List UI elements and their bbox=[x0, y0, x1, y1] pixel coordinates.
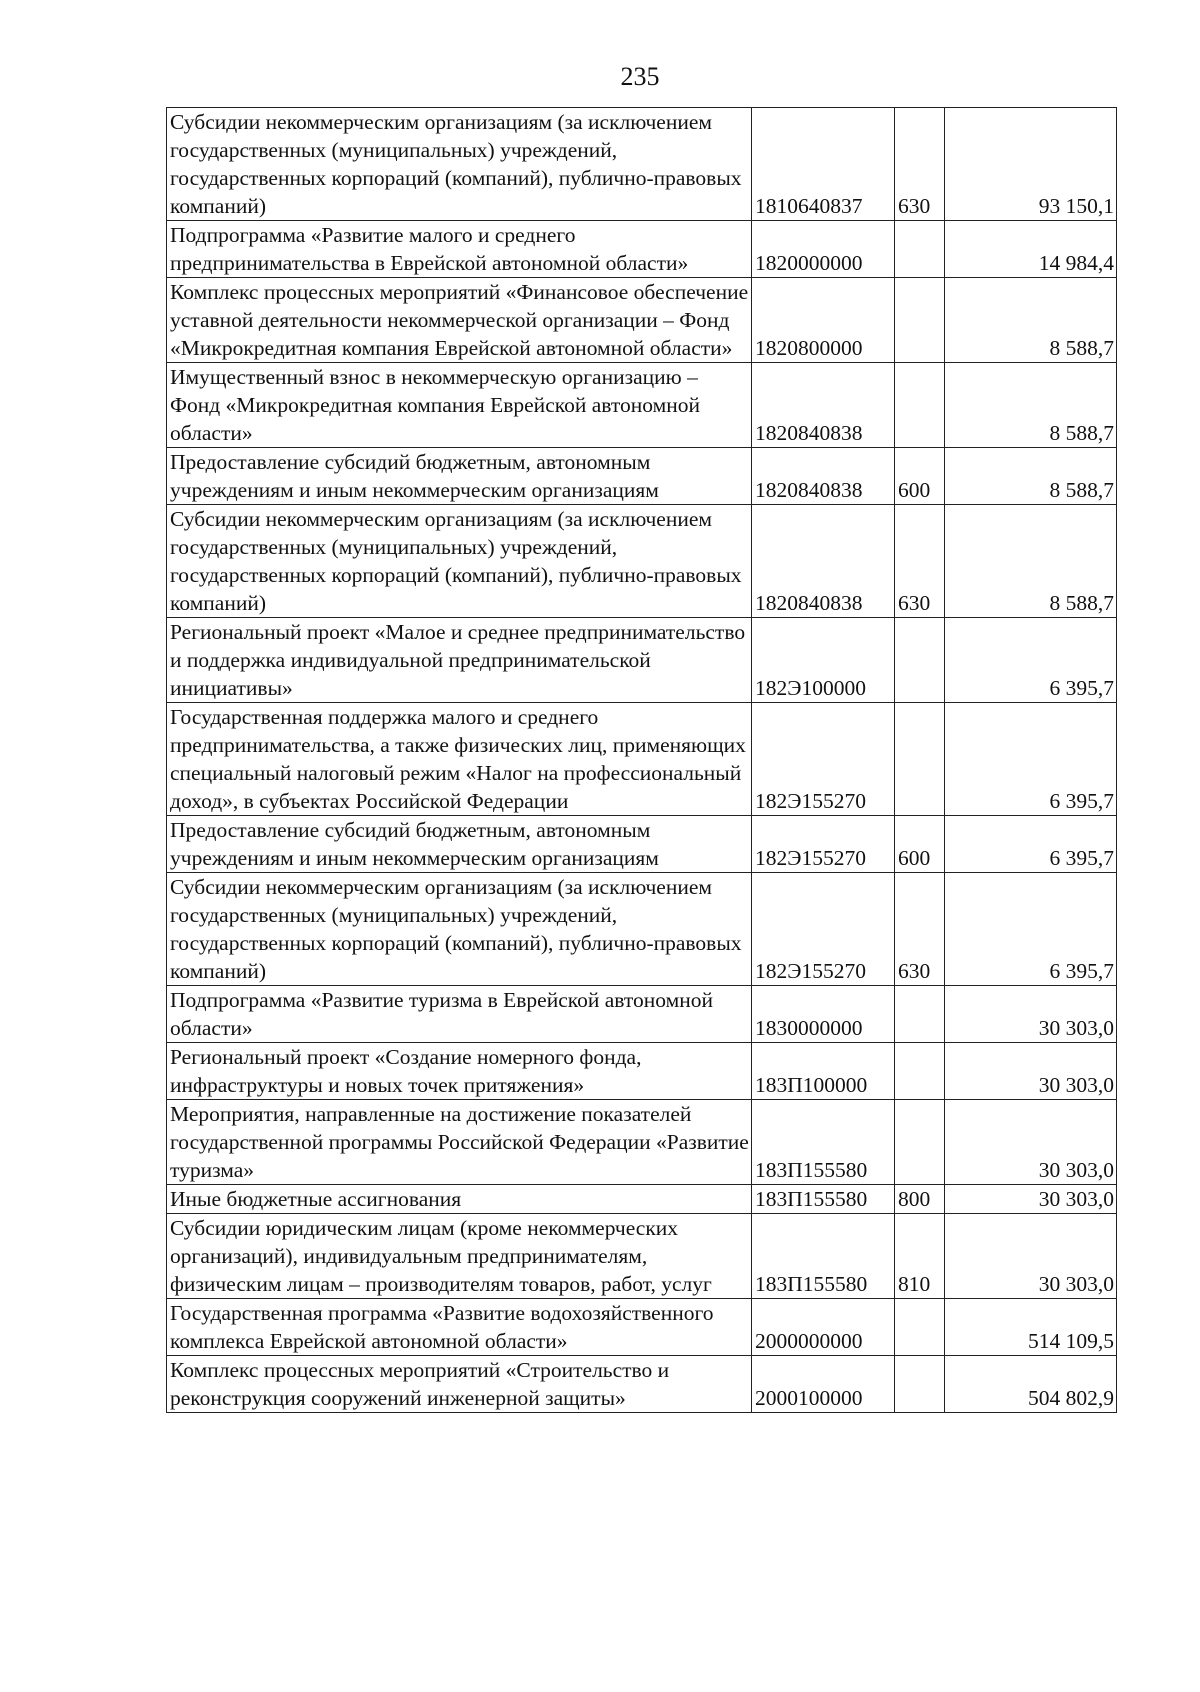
row-code: 183П155580 bbox=[752, 1185, 895, 1214]
table-row bbox=[167, 108, 1117, 221]
row-name: Субсидии юридическим лицам (кроме некоммерческих организаций), индивидуальным предпринимателям, физическим лицам – производителям товаров, работ, услуг bbox=[167, 1214, 752, 1299]
row-code: 183П100000 bbox=[752, 1043, 895, 1100]
row-code: 2000100000 bbox=[752, 1356, 895, 1413]
table-row bbox=[167, 1100, 1117, 1185]
table-row bbox=[167, 618, 1117, 703]
table-row bbox=[167, 1356, 1117, 1413]
row-type: 600 bbox=[895, 816, 945, 873]
row-sum: 93 150,1 bbox=[945, 108, 1117, 221]
row-type: 800 bbox=[895, 1185, 945, 1214]
row-type bbox=[895, 618, 945, 703]
row-code: 182Э155270 bbox=[752, 703, 895, 816]
row-name: Государственная программа «Развитие водохозяйственного комплекса Еврейской автономной области» bbox=[167, 1299, 752, 1356]
row-type bbox=[895, 1100, 945, 1185]
table-row bbox=[167, 873, 1117, 986]
row-code: 1810640837 bbox=[752, 108, 895, 221]
budget-table bbox=[166, 107, 1117, 1413]
row-sum: 504 802,9 bbox=[945, 1356, 1117, 1413]
row-sum: 8 588,7 bbox=[945, 448, 1117, 505]
row-sum: 8 588,7 bbox=[945, 363, 1117, 448]
row-sum: 14 984,4 bbox=[945, 221, 1117, 278]
table-row bbox=[167, 1299, 1117, 1356]
row-type: 630 bbox=[895, 873, 945, 986]
row-name: Имущественный взнос в некоммерческую организацию – Фонд «Микрокредитная компания Еврейской автономной области» bbox=[167, 363, 752, 448]
row-type bbox=[895, 703, 945, 816]
table-row bbox=[167, 221, 1117, 278]
table-row bbox=[167, 448, 1117, 505]
row-name: Субсидии некоммерческим организациям (за исключением государственных (муниципальных) учреждений, государственных корпораций (компаний), публично-правовых компаний) bbox=[167, 505, 752, 618]
row-sum: 8 588,7 bbox=[945, 278, 1117, 363]
row-type bbox=[895, 363, 945, 448]
row-sum: 6 395,7 bbox=[945, 703, 1117, 816]
row-code: 1820840838 bbox=[752, 363, 895, 448]
budget-table-body bbox=[167, 108, 1117, 1413]
table-row bbox=[167, 363, 1117, 448]
row-type bbox=[895, 986, 945, 1043]
row-type: 600 bbox=[895, 448, 945, 505]
row-name: Предоставление субсидий бюджетным, автономным учреждениям и иным некоммерческим организациям bbox=[167, 448, 752, 505]
row-sum: 30 303,0 bbox=[945, 1100, 1117, 1185]
page-number: 235 bbox=[620, 62, 660, 91]
row-sum: 30 303,0 bbox=[945, 1185, 1117, 1214]
row-name: Подпрограмма «Развитие малого и среднего предпринимательства в Еврейской автономной области» bbox=[167, 221, 752, 278]
table-row bbox=[167, 505, 1117, 618]
row-code: 1820840838 bbox=[752, 505, 895, 618]
table-row bbox=[167, 986, 1117, 1043]
row-type bbox=[895, 1299, 945, 1356]
table-row bbox=[167, 816, 1117, 873]
row-code: 183П155580 bbox=[752, 1100, 895, 1185]
row-sum: 6 395,7 bbox=[945, 618, 1117, 703]
table-row bbox=[167, 703, 1117, 816]
row-type bbox=[895, 278, 945, 363]
row-sum: 8 588,7 bbox=[945, 505, 1117, 618]
row-type bbox=[895, 221, 945, 278]
row-name: Региональный проект «Малое и среднее предпринимательство и поддержка индивидуальной предпринимательской инициативы» bbox=[167, 618, 752, 703]
row-type: 630 bbox=[895, 505, 945, 618]
row-code: 1820840838 bbox=[752, 448, 895, 505]
row-code: 182Э100000 bbox=[752, 618, 895, 703]
row-name: Государственная поддержка малого и среднего предпринимательства, а также физических лиц, применяющих специальный налоговый режим «Налог на профессиональный доход», в субъектах Российской Федерации bbox=[167, 703, 752, 816]
row-type: 810 bbox=[895, 1214, 945, 1299]
row-name: Комплекс процессных мероприятий «Строительство и реконструкция сооружений инженерной защиты» bbox=[167, 1356, 752, 1413]
row-name: Мероприятия, направленные на достижение показателей государственной программы Российской Федерации «Развитие туризма» bbox=[167, 1100, 752, 1185]
row-code: 182Э155270 bbox=[752, 816, 895, 873]
row-type bbox=[895, 1043, 945, 1100]
row-code: 182Э155270 bbox=[752, 873, 895, 986]
row-code: 183П155580 bbox=[752, 1214, 895, 1299]
row-sum: 6 395,7 bbox=[945, 816, 1117, 873]
table-row bbox=[167, 1043, 1117, 1100]
row-sum: 6 395,7 bbox=[945, 873, 1117, 986]
table-row bbox=[167, 1185, 1117, 1214]
row-name: Субсидии некоммерческим организациям (за исключением государственных (муниципальных) учреждений, государственных корпораций (компаний), публично-правовых компаний) bbox=[167, 108, 752, 221]
row-name: Комплекс процессных мероприятий «Финансовое обеспечение уставной деятельности некоммерческой организации – Фонд «Микрокредитная компания Еврейской автономной области» bbox=[167, 278, 752, 363]
row-code: 1820800000 bbox=[752, 278, 895, 363]
row-code: 2000000000 bbox=[752, 1299, 895, 1356]
row-type: 630 bbox=[895, 108, 945, 221]
row-name: Субсидии некоммерческим организациям (за исключением государственных (муниципальных) учреждений, государственных корпораций (компаний), публично-правовых компаний) bbox=[167, 873, 752, 986]
row-type bbox=[895, 1356, 945, 1413]
table-row bbox=[167, 1214, 1117, 1299]
row-sum: 514 109,5 bbox=[945, 1299, 1117, 1356]
row-code: 1830000000 bbox=[752, 986, 895, 1043]
row-sum: 30 303,0 bbox=[945, 1043, 1117, 1100]
row-name: Иные бюджетные ассигнования bbox=[167, 1185, 752, 1214]
row-name: Региональный проект «Создание номерного фонда, инфраструктуры и новых точек притяжения» bbox=[167, 1043, 752, 1100]
row-name: Предоставление субсидий бюджетным, автономным учреждениям и иным некоммерческим организациям bbox=[167, 816, 752, 873]
row-sum: 30 303,0 bbox=[945, 986, 1117, 1043]
table-row bbox=[167, 278, 1117, 363]
row-code: 1820000000 bbox=[752, 221, 895, 278]
row-name: Подпрограмма «Развитие туризма в Еврейской автономной области» bbox=[167, 986, 752, 1043]
row-sum: 30 303,0 bbox=[945, 1214, 1117, 1299]
